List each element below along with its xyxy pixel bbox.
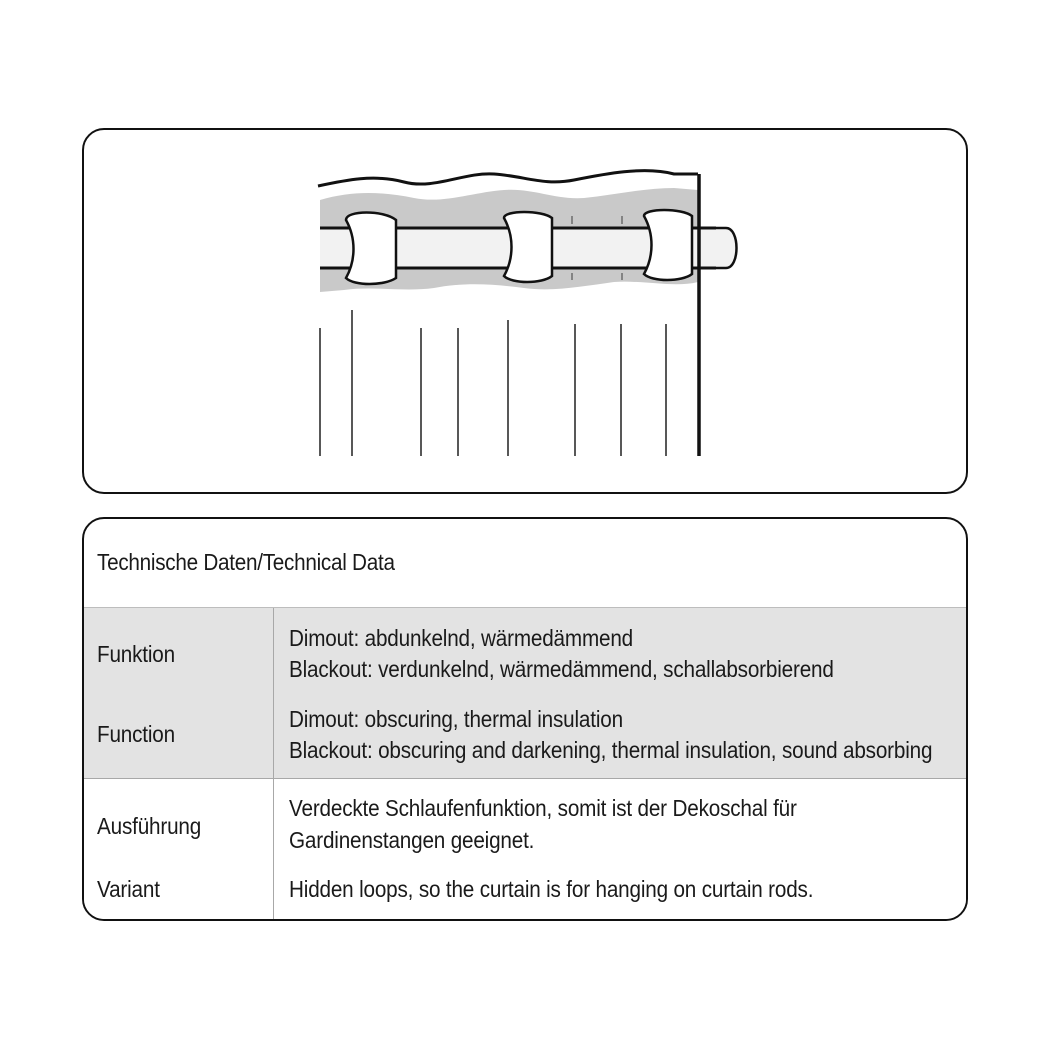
row-label-en: Function xyxy=(97,721,175,747)
column-divider xyxy=(273,608,274,778)
row-value-de-line-2: Blackout: verdunkelnd, wärmedämmend, schallabsorbierend xyxy=(289,656,834,682)
row-value-en-line-1: Hidden loops, so the curtain is for hanging on curtain rods. xyxy=(289,876,814,902)
row-label-de: Funktion xyxy=(97,641,175,667)
table-title-row xyxy=(84,519,966,608)
row-value-de-line-1: Verdeckte Schlaufenfunktion, somit ist der Dekoschal für xyxy=(289,795,797,821)
row-value-en-line-2: Blackout: obscuring and darkening, thermal insulation, sound absorbing xyxy=(289,737,933,763)
row-label-de: Ausführung xyxy=(97,813,202,839)
curtain-rod-illustration xyxy=(84,130,968,494)
row-value-en-line-1: Dimout: obscuring, thermal insulation xyxy=(289,706,623,732)
table-row-function xyxy=(84,608,966,779)
row-label-en: Variant xyxy=(97,876,160,902)
illustration-panel xyxy=(82,128,968,494)
row-value-de-line-2: Gardinenstangen geeignet. xyxy=(289,827,535,853)
table-row-variant xyxy=(84,779,966,921)
table-title: Technische Daten/Technical Data xyxy=(97,549,395,575)
column-divider xyxy=(273,779,274,921)
row-value-de-line-1: Dimout: abdunkelnd, wärmedämmend xyxy=(289,625,634,651)
technical-data-table xyxy=(82,517,968,921)
